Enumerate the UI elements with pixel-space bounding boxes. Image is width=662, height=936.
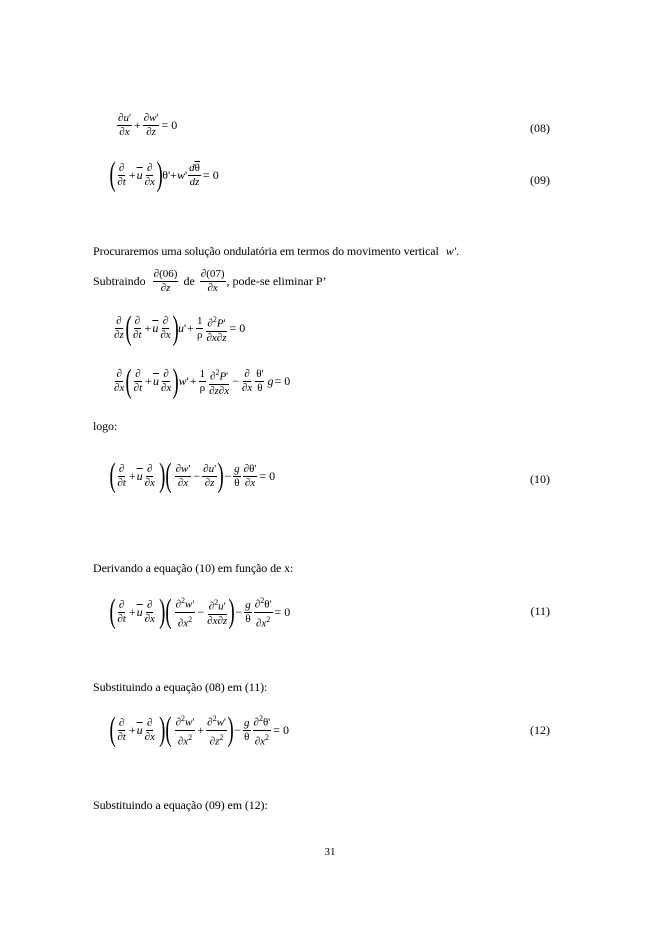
subtraction-line: Subtraindo $\frac{\partial(06)}{\partial z}$ de $\frac{\partial(07)}{\partial x}$ , pode-se eliminar P’ [93, 268, 327, 294]
equation-derivative-z: $\frac{\partial}{\partial z}$ ( $\frac{\partial}{\partial t}$ + $\overline{u}$ $\frac{\partial}{\partial x}$ ) u ' + $\frac{1}{\rho}$ $\frac{\partial^2P'}{\partial x\partial z}$ = 0 [114, 309, 246, 347]
de-label: de [183, 274, 195, 288]
equation-number-10: (10) [530, 472, 550, 486]
logo-label: logo: [93, 419, 118, 433]
equation-09: ( $\frac{\partial}{\partial t}$ + $\overline{u}$ $\frac{\partial}{\partial x}$ ) θ'+ w ' $\frac{d\overline{\theta}}{dz}$ = 0 [109, 156, 219, 193]
paragraph-derivando: Derivando a equação (10) em função de x: [93, 561, 294, 575]
period: . [456, 244, 459, 258]
equation-number-11: (11) [530, 604, 550, 618]
equation-10: ( $\frac{\partial}{\partial t}$ + $\overline{u}$ $\frac{\partial}{\partial x}$ )( $\frac{\partial w'}{\partial x}$ − $\frac{\partial u'}{\partial z}$ ) − $\frac{g}{\theta}$ $\frac{\partial\theta'}{\partial x}$ = 0 [109, 457, 276, 494]
paragraph-substituindo-08: Substituindo a equação (08) em (11): [93, 680, 268, 694]
paragraph-text: Procuraremos uma solução ondulatória em termos do movimento vertical [93, 244, 439, 258]
equation-number-12: (12) [530, 723, 550, 737]
paragraph-wave-solution [93, 244, 459, 259]
equation-number-08: (08) [530, 121, 550, 135]
vertical-velocity-symbol: w' [445, 244, 457, 258]
equation-11: ( $\frac{\partial}{\partial t}$ + $\overline{u}$ $\frac{\partial}{\partial x}$ )( $\frac{\partial^2w'}{\partial x^2}$ − $\frac{\partial^2u'}{\partial x\partial z}$ ) − $\frac{g}{\theta}$ $\frac{\partial^2\theta'}{\partial x^2}$ = 0 [109, 593, 291, 631]
equation-number-09: (09) [530, 173, 550, 187]
page-number: 31 [324, 846, 336, 858]
equation-12: ( $\frac{\partial}{\partial t}$ + $\overline{u}$ $\frac{\partial}{\partial x}$ )( $\frac{\partial^2w'}{\partial x^2}$ + $\frac{\partial^2w'}{\partial z^2}$ ) − $\frac{g}{\theta}$ $\frac{\partial^2\theta'}{\partial x^2}$ = 0 [109, 711, 289, 749]
eliminate-label: , pode-se eliminar P’ [226, 274, 327, 288]
subtraindo-label: Subtraindo [93, 274, 146, 288]
paragraph-substituindo-09: Substituindo a equação (09) em (12): [93, 798, 268, 812]
equation-derivative-x: $\frac{\partial}{\partial x}$ ( $\frac{\partial}{\partial t}$ + $\overline{u}$ $\frac{\partial}{\partial x}$ ) w ' + $\frac{1}{\rho}$ $\frac{\partial^2P'}{\partial z\partial x}$ − $\frac{\partial}{\partial x}$ $\frac{\theta'}{\theta}$ g = 0 [114, 362, 291, 400]
equation-08: $\frac{\partial u'}{\partial x}$ + $\frac{\partial w'}{\partial z}$ = 0 [118, 112, 178, 138]
